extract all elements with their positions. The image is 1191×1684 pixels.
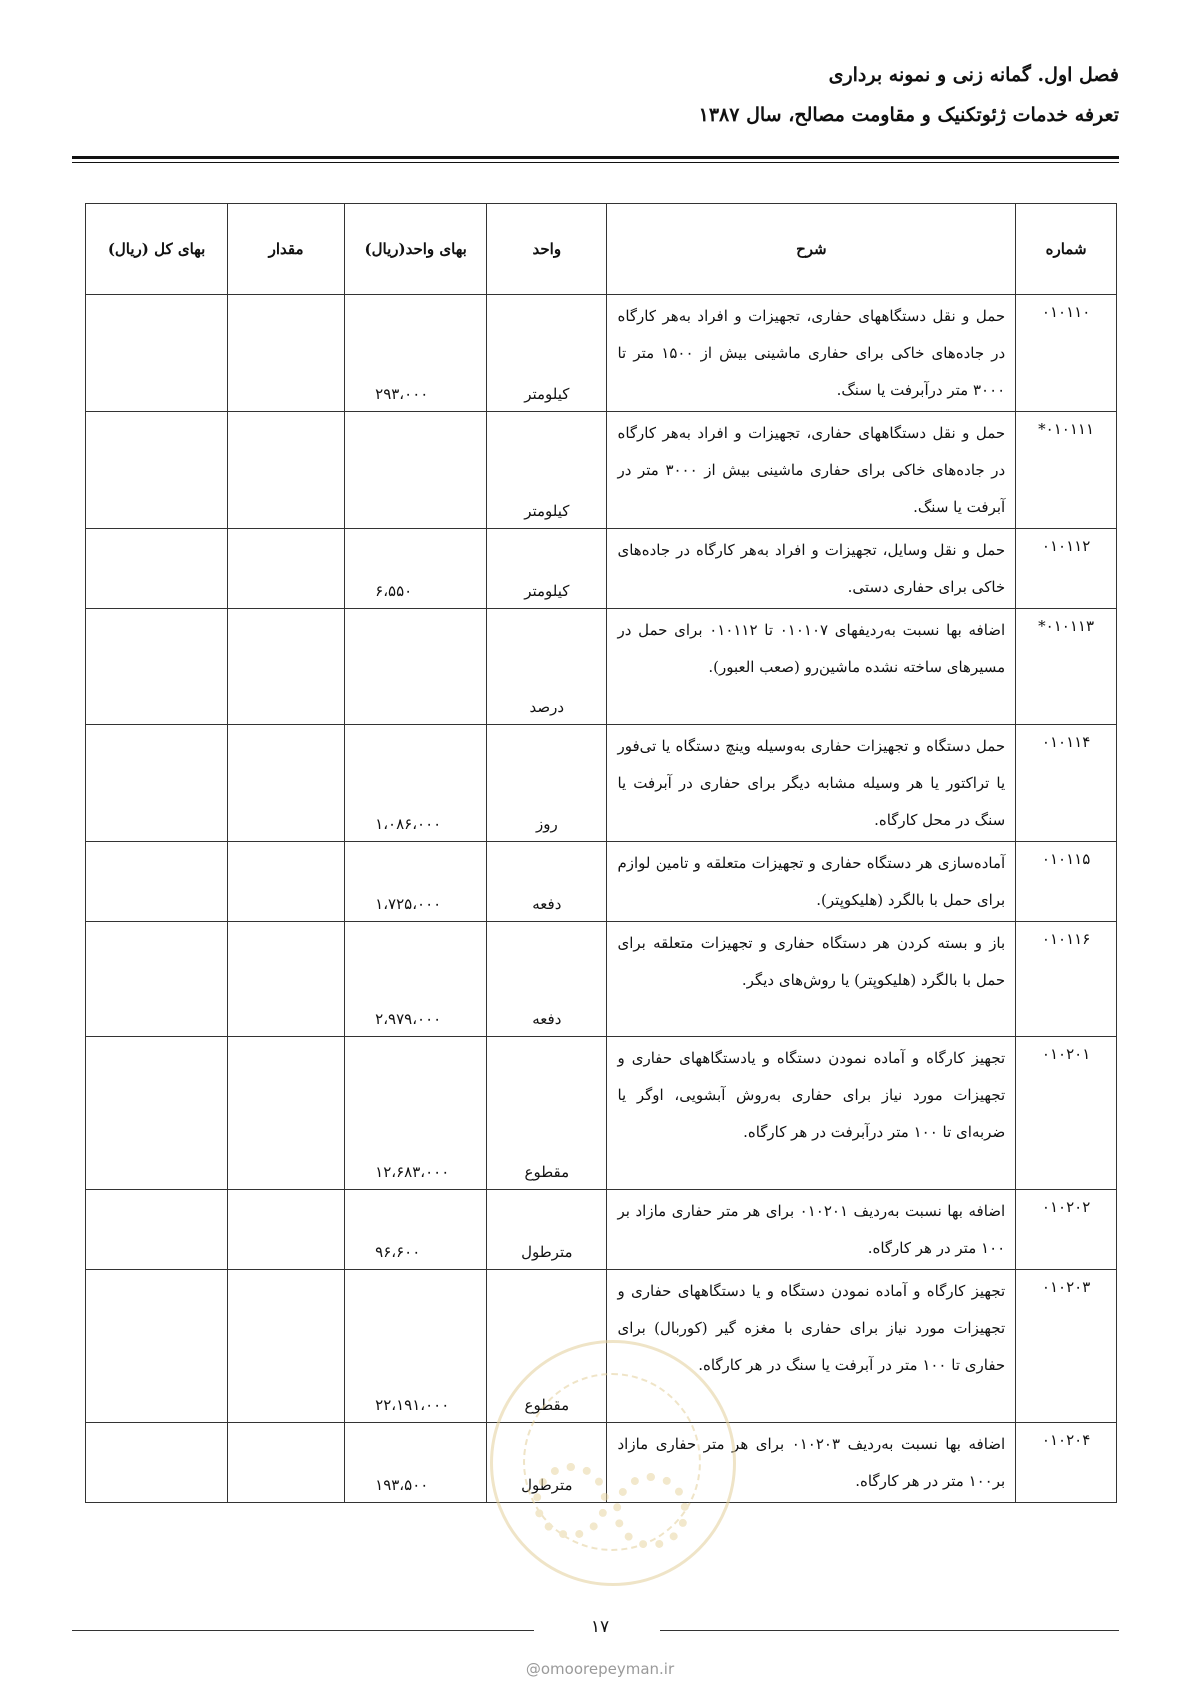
row-quantity: [228, 529, 345, 609]
page-number: ۱۷: [590, 1617, 610, 1637]
row-unit-price: ۱،۷۲۵،۰۰۰: [345, 842, 487, 922]
row-number: ۰۱۰۱۱۳*: [1016, 609, 1117, 725]
row-total: [86, 412, 228, 529]
row-quantity: [228, 609, 345, 725]
row-number: ۰۱۰۲۰۲: [1016, 1190, 1117, 1270]
row-number: ۰۱۰۲۰۳: [1016, 1270, 1117, 1423]
watermark-seal: [490, 1340, 736, 1586]
column-header: شرح: [607, 204, 1016, 295]
row-number: ۰۱۰۱۱۱*: [1016, 412, 1117, 529]
table-row: [86, 412, 1117, 529]
row-total: [86, 1190, 228, 1270]
row-description: حمل و نقل دستگاههای حفاری، تجهیزات و افراد به‌هر کارگاه در جاده‌های خاکی برای حفاری ماشینی بیش از ۳۰۰۰ متر در آبرفت یا سنگ.: [607, 412, 1016, 529]
chapter-title: فصل اول. گمانه زنی و نمونه برداری: [828, 64, 1119, 86]
table-row: [86, 1190, 1117, 1270]
row-unit: کیلومتر: [487, 295, 607, 412]
row-number: ۰۱۰۱۱۵: [1016, 842, 1117, 922]
row-unit-price: [345, 609, 487, 725]
row-unit: کیلومتر: [487, 412, 607, 529]
row-quantity: [228, 1037, 345, 1190]
footer-rule: [72, 1630, 534, 1631]
row-number: ۰۱۰۲۰۱: [1016, 1037, 1117, 1190]
row-unit-price: ۲،۹۷۹،۰۰۰: [345, 922, 487, 1037]
row-unit: درصد: [487, 609, 607, 725]
row-description: اضافه بها نسبت به‌ردیفهای ۰۱۰۱۰۷ تا ۰۱۰۱۱۲ برای حمل در مسیرهای ساخته نشده ماشین‌رو (صعب العبور).: [607, 609, 1016, 725]
row-unit-price: ۲۲،۱۹۱،۰۰۰: [345, 1270, 487, 1423]
row-unit-price: ۱،۰۸۶،۰۰۰: [345, 725, 487, 842]
row-quantity: [228, 1423, 345, 1503]
row-description: باز و بسته کردن هر دستگاه حفاری و تجهیزات متعلقه برای حمل با بالگرد (هلیکوپتر) یا روش‌های دیگر.: [607, 922, 1016, 1037]
row-total: [86, 725, 228, 842]
column-header: شماره: [1016, 204, 1117, 295]
row-total: [86, 1270, 228, 1423]
document-title: تعرفه خدمات ژئوتکنیک و مقاومت مصالح، سال ۱۳۸۷: [698, 104, 1119, 126]
row-unit: دفعه: [487, 842, 607, 922]
row-unit: مقطوع: [487, 1270, 607, 1423]
tariff-table: [85, 203, 1117, 1503]
row-description: تجهیز کارگاه و آماده نمودن دستگاه و یادستگاههای حفاری و تجهیزات مورد نیاز برای حفاری به‌روش آبشویی، اوگر یا ضربه‌ای تا ۱۰۰ متر درآبرفت در هر کارگاه.: [607, 1037, 1016, 1190]
row-unit-price: [345, 412, 487, 529]
row-quantity: [228, 922, 345, 1037]
row-unit-price: ۹۶،۶۰۰: [345, 1190, 487, 1270]
gear-icon: [613, 1473, 689, 1549]
footer-rule: [660, 1630, 1119, 1631]
row-quantity: [228, 412, 345, 529]
row-unit-price: ۶،۵۵۰: [345, 529, 487, 609]
row-unit: مترطول: [487, 1423, 607, 1503]
row-description: اضافه بها نسبت به‌ردیف ۰۱۰۲۰۳ برای هر متر حفاری مازاد بر۱۰۰ متر در هر کارگاه.: [607, 1423, 1016, 1503]
row-total: [86, 1423, 228, 1503]
row-description: حمل و نقل وسایل، تجهیزات و افراد به‌هر کارگاه در جاده‌های خاکی برای حفاری دستی.: [607, 529, 1016, 609]
row-description: حمل و نقل دستگاههای حفاری، تجهیزات و افراد به‌هر کارگاه در جاده‌های خاکی برای حفاری ماشینی بیش از ۱۵۰۰ متر تا ۳۰۰۰ متر درآبرفت یا سنگ.: [607, 295, 1016, 412]
row-quantity: [228, 842, 345, 922]
gear-icon: [533, 1463, 609, 1539]
row-unit: کیلومتر: [487, 529, 607, 609]
row-number: ۰۱۰۱۱۰: [1016, 295, 1117, 412]
website-watermark: @omoorepeyman.ir: [525, 1660, 675, 1678]
column-header: واحد: [487, 204, 607, 295]
table-row: [86, 609, 1117, 725]
row-unit-price: ۲۹۳،۰۰۰: [345, 295, 487, 412]
row-unit: مترطول: [487, 1190, 607, 1270]
row-number: ۰۱۰۱۱۶: [1016, 922, 1117, 1037]
column-header: بهای کل (ریال): [86, 204, 228, 295]
row-unit-price: ۱۹۳،۵۰۰: [345, 1423, 487, 1503]
header-rule-thin: [72, 162, 1119, 163]
row-description: حمل دستگاه و تجهیزات حفاری به‌وسیله وینچ دستگاه یا تی‌فور یا تراکتور یا هر وسیله مشابه دیگر برای حفاری در آبرفت یا سنگ در محل کارگاه.: [607, 725, 1016, 842]
row-number: ۰۱۰۱۱۲: [1016, 529, 1117, 609]
table-row: [86, 295, 1117, 412]
column-header: مقدار: [228, 204, 345, 295]
row-number: ۰۱۰۲۰۴: [1016, 1423, 1117, 1503]
table-row: [86, 1037, 1117, 1190]
table-row: [86, 529, 1117, 609]
row-quantity: [228, 725, 345, 842]
row-description: تجهیز کارگاه و آماده نمودن دستگاه و یا دستگاههای حفاری و تجهیزات مورد نیاز برای حفاری با مغزه گیر (کوربال) برای حفاری تا ۱۰۰ متر در آبرفت یا سنگ در هر کارگاه.: [607, 1270, 1016, 1423]
row-total: [86, 1037, 228, 1190]
column-header: بهای واحد(ریال): [345, 204, 487, 295]
row-unit-price: ۱۲،۶۸۳،۰۰۰: [345, 1037, 487, 1190]
table-row: [86, 725, 1117, 842]
row-total: [86, 842, 228, 922]
row-quantity: [228, 295, 345, 412]
row-total: [86, 609, 228, 725]
row-total: [86, 295, 228, 412]
table-row: [86, 842, 1117, 922]
row-number: ۰۱۰۱۱۴: [1016, 725, 1117, 842]
row-description: آماده‌سازی هر دستگاه حفاری و تجهیزات متعلقه و تامین لوازم برای حمل با بالگرد (هلیکوپتر).: [607, 842, 1016, 922]
row-unit: روز: [487, 725, 607, 842]
row-quantity: [228, 1270, 345, 1423]
row-total: [86, 922, 228, 1037]
row-unit: دفعه: [487, 922, 607, 1037]
row-unit: مقطوع: [487, 1037, 607, 1190]
table-header-row: [86, 204, 1117, 295]
row-total: [86, 529, 228, 609]
header-rule: [72, 156, 1119, 159]
row-description: اضافه بها نسبت به‌ردیف ۰۱۰۲۰۱ برای هر متر حفاری مازاد بر ۱۰۰ متر در هر کارگاه.: [607, 1190, 1016, 1270]
table-row: [86, 922, 1117, 1037]
row-quantity: [228, 1190, 345, 1270]
